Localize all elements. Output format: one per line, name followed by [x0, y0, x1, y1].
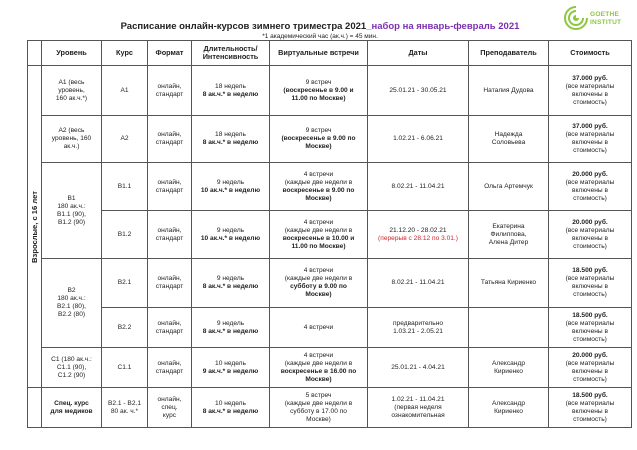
- teacher-cell: [469, 308, 549, 348]
- format-cell: онлайн, спец. курс: [148, 388, 192, 428]
- duration-cell: 10 недель 9 ак.ч.* в неделю: [192, 348, 270, 388]
- format-cell: онлайн, стандарт: [148, 308, 192, 348]
- goethe-logo: [564, 4, 632, 36]
- table-row: [28, 348, 632, 388]
- dates-break-note: (перерыв с 28.12 по 3.01.): [378, 234, 458, 242]
- teacher-cell: Александр Кириенко: [469, 388, 549, 428]
- price-cell: 37.000 руб. (все материалы включены в стоимость): [549, 66, 632, 116]
- col-level: Уровень: [42, 41, 102, 66]
- meetings-cell: 4 встречи (каждые две недели в воскресенье в 16.00 по Москве): [270, 348, 368, 388]
- duration-cell: 10 недель 8 ак.ч.* в неделю: [192, 388, 270, 428]
- level-cell: С1 (180 ак.ч.: С1.1 (90), С1.2 (90): [42, 348, 102, 388]
- teacher-cell: Надежда Соловьева: [469, 116, 549, 163]
- table-header-row: [28, 41, 632, 66]
- format-cell: онлайн, стандарт: [148, 211, 192, 259]
- price-cell: 18.500 руб. (все материалы включены в стоимость): [549, 388, 632, 428]
- price-cell: 18.500 руб. (все материалы включены в стоимость): [549, 308, 632, 348]
- table-row: [28, 388, 632, 428]
- level-cell: А2 (весь уровень, 160 ак.ч.): [42, 116, 102, 163]
- meetings-cell: 9 встреч (воскресенье в 9.00 и 11.00 по Москве): [270, 66, 368, 116]
- table-row: [28, 163, 632, 211]
- duration-cell: 9 недель 8 ак.ч.* в неделю: [192, 259, 270, 308]
- dates-cell: 25.01.21 - 4.04.21: [368, 348, 469, 388]
- dates-cell: 21.12.20 - 28.02.21 (перерыв с 28.12 по 3.01.): [368, 211, 469, 259]
- dates-cell: 1.02.21 - 6.06.21: [368, 116, 469, 163]
- price-cell: 20.000 руб. (все материалы включены в стоимость): [549, 211, 632, 259]
- table-row: [28, 308, 632, 348]
- col-meetings: Виртуальные встречи: [270, 41, 368, 66]
- format-cell: онлайн, стандарт: [148, 66, 192, 116]
- meetings-cell: 4 встречи (каждые две недели в воскресенье в 9.00 по Москве): [270, 163, 368, 211]
- meetings-cell: 4 встречи: [270, 308, 368, 348]
- dates-cell: 8.02.21 - 11.04.21: [368, 163, 469, 211]
- table-row: [28, 66, 632, 116]
- duration-cell: 18 недель 8 ак.ч.* в неделю: [192, 116, 270, 163]
- group-empty-cell: [28, 388, 42, 428]
- title-highlight: _набор на январь-февраль 2021: [366, 21, 520, 32]
- teacher-cell: Наталия Дудова: [469, 66, 549, 116]
- price-cell: 37.000 руб. (все материалы включены в стоимость): [549, 116, 632, 163]
- teacher-cell: Александр Кириенко: [469, 348, 549, 388]
- level-cell: Спец. курс для медиков: [42, 388, 102, 428]
- col-teacher: Преподаватель: [469, 41, 549, 66]
- course-cell: В1.1: [102, 163, 148, 211]
- format-cell: онлайн, стандарт: [148, 259, 192, 308]
- dates-cell: 1.02.21 - 11.04.21 (первая неделя ознакомительная: [368, 388, 469, 428]
- goethe-logo-icon: [564, 6, 588, 30]
- col-duration: Длительность/ Интенсивность: [192, 41, 270, 66]
- group-label-cell: [28, 66, 42, 388]
- col-format: Формат: [148, 41, 192, 66]
- group-label: Взрослые, с 16 лет: [29, 190, 39, 263]
- meetings-cell: 5 встреч (каждые две недели в субботу в 17.00 по Москве): [270, 388, 368, 428]
- dates-cell: предварительно 1.03.21 - 2.05.21: [368, 308, 469, 348]
- format-cell: онлайн, стандарт: [148, 163, 192, 211]
- level-cell: А1 (весь уровень, 160 ак.ч.*): [42, 66, 102, 116]
- course-cell: А2: [102, 116, 148, 163]
- format-cell: онлайн, стандарт: [148, 116, 192, 163]
- format-cell: онлайн, стандарт: [148, 348, 192, 388]
- course-cell: В2.1 - В2.1 80 ак. ч.*: [102, 388, 148, 428]
- dates-cell: 25.01.21 - 30.05.21: [368, 66, 469, 116]
- group-header-cell: [28, 41, 42, 66]
- teacher-cell: Ольга Артемчук: [469, 163, 549, 211]
- page-title: [95, 21, 545, 32]
- course-cell: В1.2: [102, 211, 148, 259]
- course-cell: С1.1: [102, 348, 148, 388]
- title-main: Расписание онлайн-курсов зимнего триместра 2021: [120, 21, 367, 32]
- meetings-cell: 4 встречи (каждые две недели в воскресенье в 10.00 и 11.00 по Москве): [270, 211, 368, 259]
- level-cell: В1 180 ак.ч.: В1.1 (90), В1.2 (90): [42, 163, 102, 259]
- table-row: [28, 259, 632, 308]
- course-cell: А1: [102, 66, 148, 116]
- course-cell: В2.2: [102, 308, 148, 348]
- page-header: [0, 0, 637, 40]
- level-cell: В2 180 ак.ч.: В2.1 (80), В2.2 (80): [42, 259, 102, 348]
- goethe-logo-text: GOETHE INSTITUT: [590, 11, 622, 26]
- col-price: Стоимость: [549, 41, 632, 66]
- teacher-cell: Екатерина Филиппова, Алена Дитер: [469, 211, 549, 259]
- table-row: [28, 211, 632, 259]
- price-cell: 20.000 руб. (все материалы включены в стоимость): [549, 348, 632, 388]
- meetings-cell: 9 встреч (воскресенье в 9.00 по Москве): [270, 116, 368, 163]
- meetings-cell: 4 встречи (каждые две недели в субботу в 9.00 по Москве): [270, 259, 368, 308]
- col-course: Курс: [102, 41, 148, 66]
- page-subtitle: *1 академический час (ак.ч.) = 45 мин.: [262, 33, 378, 40]
- teacher-cell: Татьяна Кириенко: [469, 259, 549, 308]
- price-cell: 18.500 руб. (все материалы включены в стоимость): [549, 259, 632, 308]
- schedule-table: [27, 40, 632, 428]
- duration-cell: 9 недель 10 ак.ч.* в неделю: [192, 211, 270, 259]
- dates-cell: 8.02.21 - 11.04.21: [368, 259, 469, 308]
- duration-cell: 9 недель 8 ак.ч.* в неделю: [192, 308, 270, 348]
- table-row: [28, 116, 632, 163]
- col-dates: Даты: [368, 41, 469, 66]
- duration-cell: 18 недель 8 ак.ч.* в неделю: [192, 66, 270, 116]
- price-cell: 20.000 руб. (все материалы включены в стоимость): [549, 163, 632, 211]
- course-cell: В2.1: [102, 259, 148, 308]
- duration-cell: 9 недель 10 ак.ч.* в неделю: [192, 163, 270, 211]
